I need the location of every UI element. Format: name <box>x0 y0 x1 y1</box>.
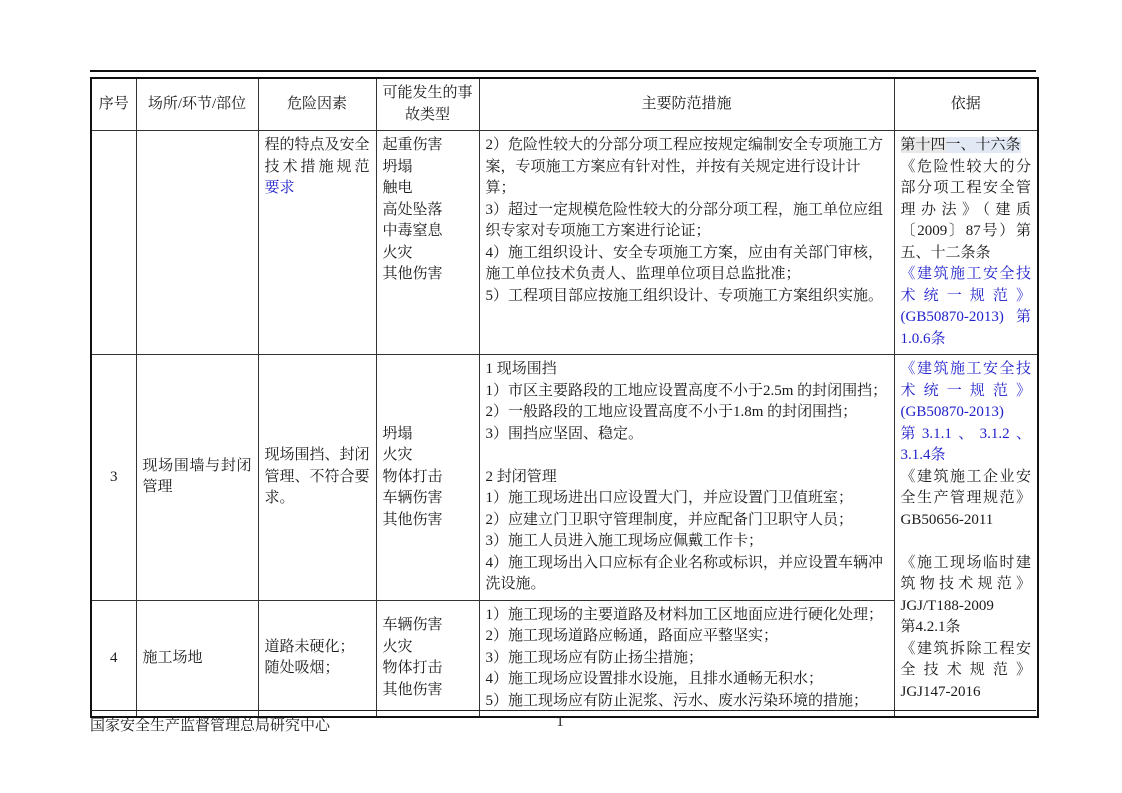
text-line: 坍塌 <box>382 425 413 442</box>
text-line: 2）应建立门卫职守管理制度，并应配备门卫职守人员； <box>485 511 854 528</box>
cell-no: 3 <box>91 355 136 601</box>
text-line: 1 现场围挡 <box>485 361 557 377</box>
cell-accident-types <box>376 355 479 601</box>
table-row-continuation <box>91 131 1038 355</box>
text-line: 4）施工现场出入口应标有企业名称或标识，并应设置车辆冲洗设施。 <box>485 554 884 592</box>
footer-page-number: 1 <box>556 714 564 730</box>
text-line <box>901 157 1032 265</box>
text-line <box>901 639 1032 704</box>
text-run: 第十四 <box>900 137 946 153</box>
cell-measures <box>479 355 894 601</box>
text-line <box>901 531 1032 553</box>
cell-hazard <box>258 131 376 355</box>
col-header-no: 序号 <box>91 78 136 131</box>
text-line: 2）危险性较大的分部分项工程应按规定编制安全专项施工方案，专项施工方案应有针对性，并按有关规定进行设计计算； <box>485 137 884 196</box>
text-run: 道路未硬化； <box>264 638 355 655</box>
text-line: 3）围挡应坚固、稳定。 <box>485 425 644 442</box>
text-line <box>265 445 370 510</box>
text-line <box>901 617 1032 639</box>
text-line: 火灾 <box>382 447 413 463</box>
text-line: 车辆伤害 <box>382 617 443 634</box>
text-line: 物体打击 <box>382 660 443 677</box>
text-line <box>265 637 370 659</box>
text-line: 1）施工现场的主要道路及材料加工区地面应进行硬化处理； <box>485 606 884 623</box>
col-header-accident-type: 可能发生的事故类型 <box>376 78 479 131</box>
hyperlink-text[interactable]: 《建筑施工安全技术统一规范》(GB50870-2013) <box>900 361 1031 420</box>
table-header-row <box>91 78 1038 131</box>
text-run: 一、十六条 <box>945 137 1021 153</box>
text-line: 3）施工人员进入施工现场应佩戴工作卡； <box>485 533 764 549</box>
text-run: 第4.2.1条 <box>900 619 961 635</box>
text-run: 《施工现场临时建筑物技术规范》JGJ/T188-2009 <box>900 554 1031 614</box>
cell-hazard <box>258 355 376 601</box>
text-line <box>901 264 1032 350</box>
text-line: 车辆伤害 <box>382 490 443 506</box>
text-line: 火灾 <box>382 638 413 655</box>
hyperlink-text[interactable]: 《建筑施工安全技术统一规范》(GB50870-2013)第1.0.6条 <box>900 266 1031 347</box>
cell-place <box>136 131 258 355</box>
text-run: 现场围挡、封闭管理、不符合要求。 <box>264 447 370 506</box>
text-line <box>901 359 1032 424</box>
text-line: 火灾 <box>382 244 413 261</box>
text-line: 其他伤害 <box>382 266 443 282</box>
cell-place: 施工场地 <box>136 600 258 717</box>
text-line: 物体打击 <box>382 468 443 485</box>
col-header-hazard: 危险因素 <box>258 78 376 131</box>
cell-basis <box>894 131 1038 355</box>
text-line <box>901 424 1032 467</box>
text-line: 2）一般路段的工地应设置高度不小于1.8m 的封闭围挡； <box>485 404 858 420</box>
hyperlink-text[interactable]: 要求 <box>264 180 295 196</box>
table-row-3 <box>91 355 1038 601</box>
text-line: 1）市区主要路段的工地应设置高度不小于2.5m 的封闭围挡； <box>485 382 888 399</box>
cell-measures <box>479 131 894 355</box>
text-line <box>901 135 1032 157</box>
text-line: 5）工程项目部应按施工组织设计、专项施工方案组织实施。 <box>485 287 884 304</box>
cell-measures <box>479 600 894 717</box>
col-header-place: 场所/环节/部位 <box>136 78 258 131</box>
hyperlink-text[interactable]: 第3.1.1、3.1.2、3.1.4条 <box>900 425 1031 463</box>
text-line: 2 封闭管理 <box>485 468 557 485</box>
text-line: 2）施工现场道路应畅通，路面应平整坚实； <box>485 628 779 644</box>
header-rule <box>90 70 1036 72</box>
footer-rule <box>90 710 1036 711</box>
text-line <box>265 135 370 200</box>
text-line: 5）施工现场应有防止泥浆、污水、废水污染环境的措施； <box>485 692 869 709</box>
text-line: 3）施工现场应有防止扬尘措施； <box>485 649 704 666</box>
text-line: 中毒窒息 <box>382 223 443 239</box>
text-line: 触电 <box>382 180 413 196</box>
text-run: 程的特点及安全技术措施规范 <box>264 137 370 175</box>
text-run: 随处吸烟； <box>264 660 340 677</box>
text-line: 1）施工现场进出口应设置大门，并应设置门卫值班室； <box>485 490 854 506</box>
hazard-table <box>90 77 1039 718</box>
text-line: 高处坠落 <box>382 201 443 218</box>
cell-no <box>91 131 136 355</box>
text-line: 4）施工现场应设置排水设施，且排水通畅无积水； <box>485 671 824 687</box>
col-header-basis: 依据 <box>894 78 1038 131</box>
text-line: 起重伤害 <box>382 137 443 153</box>
cell-accident-types <box>376 600 479 717</box>
footer-organization: 国家安全生产监督管理总局研究中心 <box>90 718 331 734</box>
text-line <box>901 553 1032 618</box>
cell-accident-types <box>376 131 479 355</box>
text-run: 《建筑拆除工程安全技术规范》JGJ147-2016 <box>900 640 1031 700</box>
text-run: 《危险性较大的分部分项工程安全管理办法》（建质〔2009〕87号）第五、十二条条 <box>900 158 1031 261</box>
text-line: 其他伤害 <box>382 511 443 528</box>
text-line <box>901 467 1032 532</box>
text-line <box>265 658 370 680</box>
text-line: 4）施工组织设计、安全专项施工方案，应由有关部门审核，施工单位技术负责人、监理单位项目总监批准； <box>485 244 884 282</box>
cell-basis-merged <box>894 355 1038 718</box>
text-run: 《建筑施工企业安全生产管理规范》GB50656-2011 <box>900 468 1031 528</box>
text-line: 3）超过一定规模危险性较大的分部分项工程，施工单位应组织专家对专项施工方案进行论证； <box>485 201 884 239</box>
text-line <box>486 445 888 467</box>
col-header-measures: 主要防范措施 <box>479 78 894 131</box>
text-line: 其他伤害 <box>382 681 443 698</box>
cell-place: 现场围墙与封闭管理 <box>136 355 258 601</box>
text-line: 坍塌 <box>382 158 413 175</box>
cell-no: 4 <box>91 600 136 717</box>
cell-hazard <box>258 600 376 717</box>
